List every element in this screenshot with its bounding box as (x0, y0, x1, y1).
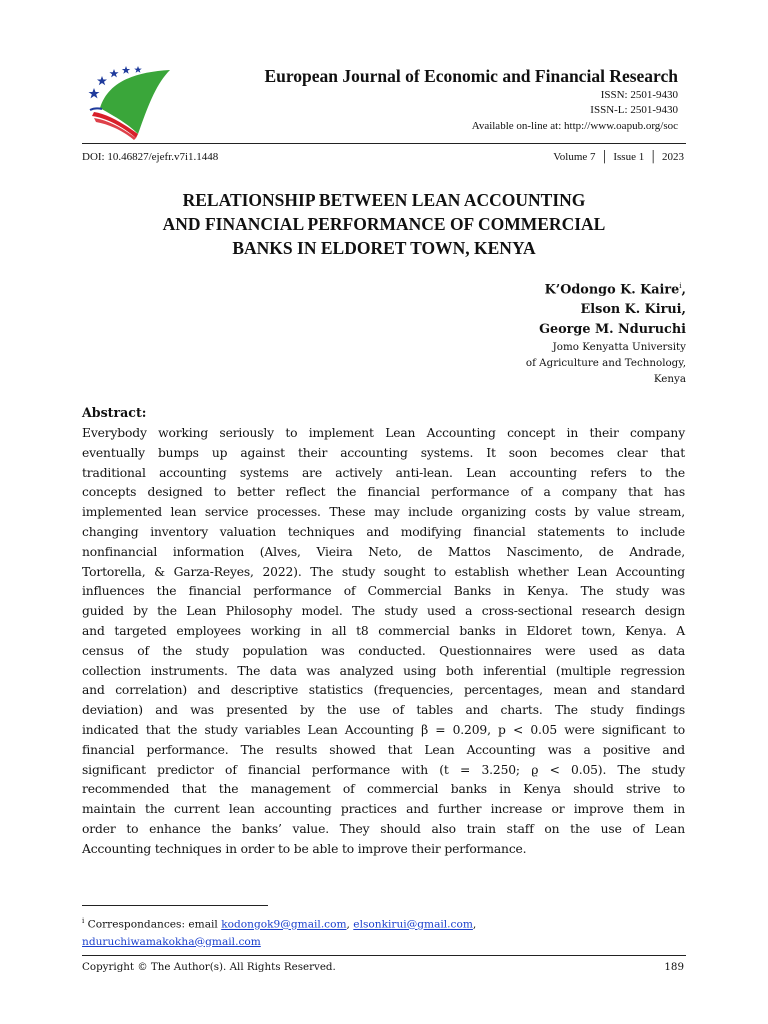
abstract-line: maintain the current lean accounting practices and further increase or improve them in (82, 802, 685, 817)
abstract-line: nonfinancial information (Alves, Vieira Neto, de Mattos Nascimento, de Andrade, (82, 544, 685, 559)
abstract-line: significant predictor of financial performance with (t = 3.250; ϱ < 0.05). The study (82, 762, 685, 777)
email-link[interactable]: nduruchiwamakokha@gmail.com (82, 935, 261, 948)
footnote: $^i$ Correspondances: email kodongok9@gmail.com, elsonkirui@gmail.com, nduruchiwamakokha@gmail.com (82, 917, 477, 948)
abstract-heading: Abstract: (82, 405, 147, 420)
title-line: BANKS IN ELDORET TOWN, KENYA (232, 238, 536, 258)
title-line: RELATIONSHIP BETWEEN LEAN ACCOUNTING (182, 190, 586, 210)
abstract-line: financial performance. The results showed that Lean Accounting was a positive and (82, 742, 685, 757)
title-line: AND FINANCIAL PERFORMANCE OF COMMERCIAL (162, 214, 606, 234)
abstract-line: Tortorella, & Garza-Reyes, 2022). The study sought to establish whether Lean Accounting (82, 564, 685, 579)
email-link[interactable]: kodongok9@gmail.com (221, 918, 347, 931)
abstract-line: traditional accounting systems are actively anti-lean. Lean accounting refers to the (82, 465, 685, 480)
abstract-line: Accounting techniques in order to be able to improve their performance. (82, 841, 527, 856)
abstract-line: concepts designed to better reflect the financial performance of a company that has (82, 485, 685, 500)
affiliation-line: of Agriculture and Technology, (525, 357, 686, 369)
abstract-line: census of the study population was conducted. Questionnaires were used as data (82, 643, 685, 658)
abstract-line: indicated that the study variables Lean Accounting β = 0.209, p < 0.05 were significant to (82, 722, 685, 737)
header-divider (82, 143, 686, 144)
footer-divider (82, 955, 686, 956)
author-1: K’Odongo K. Kaire$^i$, (544, 282, 686, 298)
abstract-line: collection instruments. The data was analyzed using both inferential (multiple regression (82, 663, 685, 678)
abstract-line: Everybody working seriously to implement Lean Accounting concept in their company (82, 426, 685, 440)
volume-issue-year: Volume 7 │ Issue 1 │ 2023 (553, 151, 684, 163)
issn-l: ISSN-L: 2501-9430 (590, 104, 678, 116)
available-online: Available on-line at: http://www.oapub.org/soc (471, 120, 678, 132)
footnote-marker: i (82, 917, 85, 925)
copyright: Copyright © The Author(s). All Rights Reserved. (82, 961, 336, 973)
abstract-line: recommended that the management of commercial banks in Kenya should strive to (82, 782, 685, 797)
volume: Volume 7 (553, 151, 596, 163)
logo-blue-curve (90, 108, 102, 110)
issue: Issue 1 (613, 151, 645, 163)
journal-title: European Journal of Economic and Financial Research (264, 66, 678, 86)
affiliation-line: Jomo Kenyatta University (552, 341, 686, 353)
abstract-line: order to enhance the banks’ value. They should also train staff on the use of Lean (82, 821, 685, 836)
abstract-line: influences the financial performance of Commercial Banks in Kenya. The study was (82, 584, 685, 599)
journal-logo (86, 62, 172, 140)
page-number: 189 (664, 961, 684, 973)
email-link[interactable]: elsonkirui@gmail.com (353, 918, 473, 931)
abstract-line: implemented lean service processes. These may include organizing costs by value stream, (82, 505, 685, 520)
abstract-line: changing inventory valuation techniques and modifying financial statements to include (82, 524, 685, 539)
abstract-line: deviation) and was presented by the use of tables and charts. The study findings (82, 703, 685, 718)
footnote-rule (82, 905, 268, 906)
abstract-line: and targeted employees working in all t8 commercial banks in Eldoret town, Kenya. A (82, 623, 685, 638)
year: 2023 (662, 151, 684, 163)
abstract-line: guided by the Lean Philosophy model. The study used a cross-sectional research design (82, 604, 685, 619)
abstract-body (82, 424, 685, 860)
paper-title (100, 188, 668, 260)
issn: ISSN: 2501-9430 (600, 89, 678, 101)
abstract-line: and correlation) and descriptive statistics (frequencies, percentages, mean and standard (82, 683, 685, 698)
author-3: George M. Nduruchi (539, 322, 686, 337)
author-2: Elson K. Kirui, (580, 302, 686, 317)
abstract-line: eventually bumps up against their accounting systems. It soon becomes clear that (82, 445, 685, 460)
affiliation-line: Kenya (653, 373, 686, 385)
doi: DOI: 10.46827/ejefr.v7i1.1448 (82, 151, 219, 163)
